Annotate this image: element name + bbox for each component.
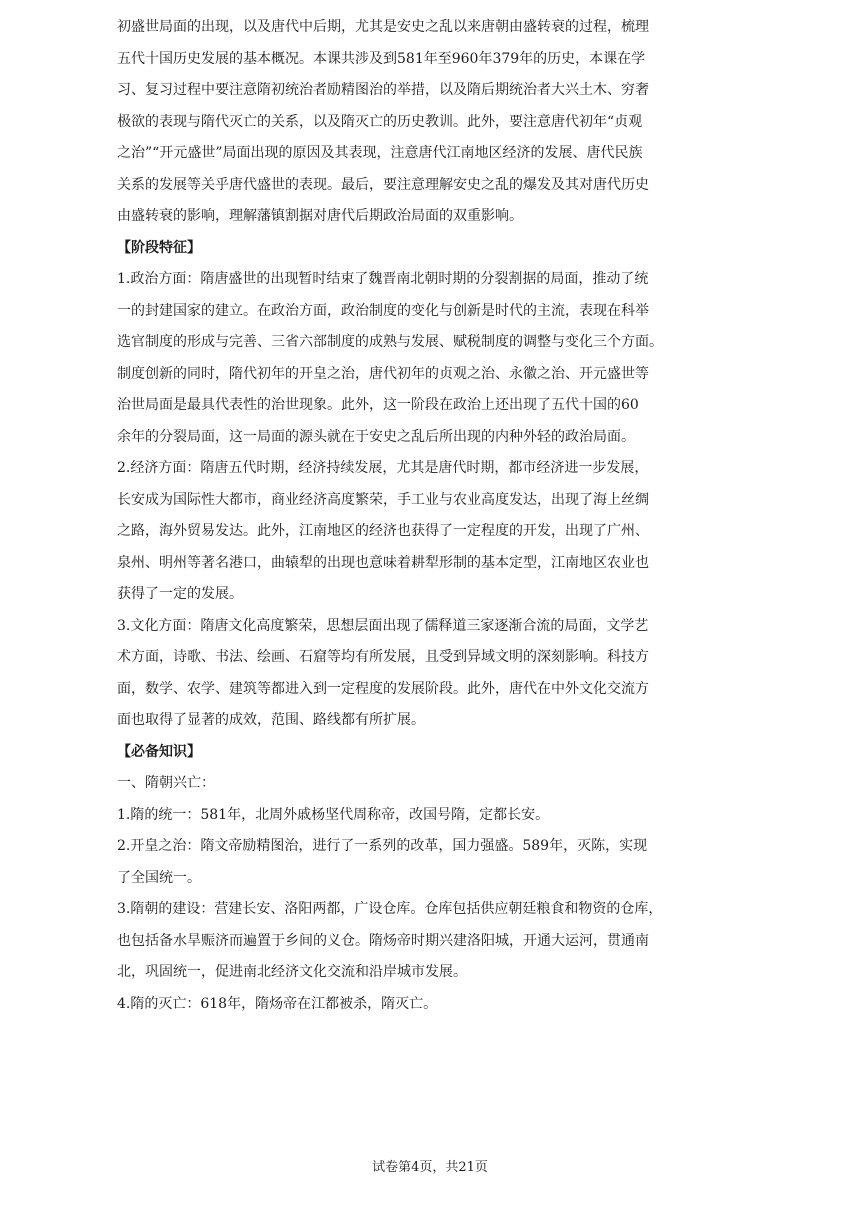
body-line-4: 极欲的表现与隋代灭亡的关系，以及隋灭亡的历史教训。此外，要注意唐代初年“贞观 xyxy=(117,113,643,130)
body-line-23: 面也取得了显著的成效，范围、路线都有所扩展。 xyxy=(117,712,425,728)
body-line-18: 泉州、明州等著名港口，曲辕犁的出现也意味着耕犁形制的基本定型，江南地区农业也 xyxy=(117,554,649,571)
body-line-6: 关系的发展等关乎唐代盛世的表现。最后，要注意理解安史之乱的爆发及其对唐代历史 xyxy=(117,176,649,193)
body-line-19: 获得了一定的发展。 xyxy=(117,586,243,602)
body-line-30: 也包括备水旱赈济而遍置于乡间的义仓。隋炀帝时期兴建洛阳城，开通大运河，贯通南 xyxy=(117,932,649,949)
section-heading-essential-knowledge: 【必备知识】 xyxy=(117,743,201,760)
body-line-31: 北，巩固统一，促进南北经济文化交流和沿岸城市发展。 xyxy=(117,964,467,980)
body-line-25: 一、隋朝兴亡： xyxy=(117,775,215,791)
body-line-27: 2.开皇之治：隋文帝励精图治，进行了一系列的改革，国力强盛。589年，灭陈，实现 xyxy=(117,838,648,854)
body-line-3: 习、复习过程中要注意隋初统治者励精图治的举措，以及隋后期统治者大兴土木、穷奢 xyxy=(117,82,649,98)
body-line-10: 一的封建国家的建立。在政治方面，政治制度的变化与创新是时代的主流，表现在科举 xyxy=(117,302,649,319)
body-line-28: 了全国统一。 xyxy=(117,869,201,886)
body-line-7: 由盛转衰的影响，理解藩镇割据对唐代后期政治局面的双重影响。 xyxy=(117,208,523,224)
body-line-1: 初盛世局面的出现，以及唐代中后期，尤其是安史之乱以来唐朝由盛转衰的过程，梳理 xyxy=(117,19,649,35)
body-line-13: 治世局面是最具代表性的治世现象。此外，这一阶段在政治上还出现了五代十国的60 xyxy=(117,397,639,413)
section-heading-stage-features: 【阶段特征】 xyxy=(117,239,201,256)
body-line-16: 长安成为国际性大都市，商业经济高度繁荣，手工业与农业高度发达，出现了海上丝绸 xyxy=(117,491,649,508)
body-line-29: 3.隋朝的建设：营建长安、洛阳两都，广设仓库。仓库包括供应朝廷粮食和物资的仓库， xyxy=(117,901,663,917)
body-line-11: 选官制度的形成与完善、三省六部制度的成熟与发展、赋税制度的调整与变化三个方面。 xyxy=(117,334,663,350)
body-line-32: 4.隋的灭亡：618年，隋炀帝在江都被杀，隋灭亡。 xyxy=(117,995,438,1012)
body-line-12: 制度创新的同时，隋代初年的开皇之治，唐代初年的贞观之治、永徽之治、开元盛世等 xyxy=(117,365,649,382)
body-line-20: 3.文化方面：隋唐文化高度繁荣，思想层面出现了儒释道三家逐渐合流的局面，文学艺 xyxy=(117,617,649,634)
body-line-26: 1.隋的统一：581年，北周外戚杨坚代周称帝，改国号隋，定都长安。 xyxy=(117,806,550,823)
body-line-21: 术方面，诗歌、书法、绘画、石窟等均有所发展，且受到异域文明的深刻影响。科技方 xyxy=(117,649,649,665)
document-body xyxy=(117,12,727,1020)
body-line-14: 余年的分裂局面，这一局面的源头就在于安史之乱后所出现的内种外轻的政治局面。 xyxy=(117,428,635,445)
body-line-2: 五代十国历史发展的基本概况。本课共涉及到581年至960年379年的历史，本课在学 xyxy=(117,50,646,67)
body-line-15: 2.经济方面：隋唐五代时期，经济持续发展，尤其是唐代时期，都市经济进一步发展， xyxy=(117,460,649,476)
body-line-9: 1.政治方面：隋唐盛世的出现暂时结束了魏晋南北朝时期的分裂割据的局面，推动了统 xyxy=(117,271,649,287)
body-line-17: 之路，海外贸易发达。此外，江南地区的经济也获得了一定程度的开发，出现了广州、 xyxy=(117,523,649,539)
body-line-5: 之治”“开元盛世”局面出现的原因及其表现，注意唐代江南地区经济的发展、唐代民族 xyxy=(117,145,643,161)
page-footer: 试卷第4页，共21页 xyxy=(372,1160,488,1175)
body-line-22: 面，数学、农学、建筑等都进入到一定程度的发展阶段。此外，唐代在中外文化交流方 xyxy=(117,680,649,697)
